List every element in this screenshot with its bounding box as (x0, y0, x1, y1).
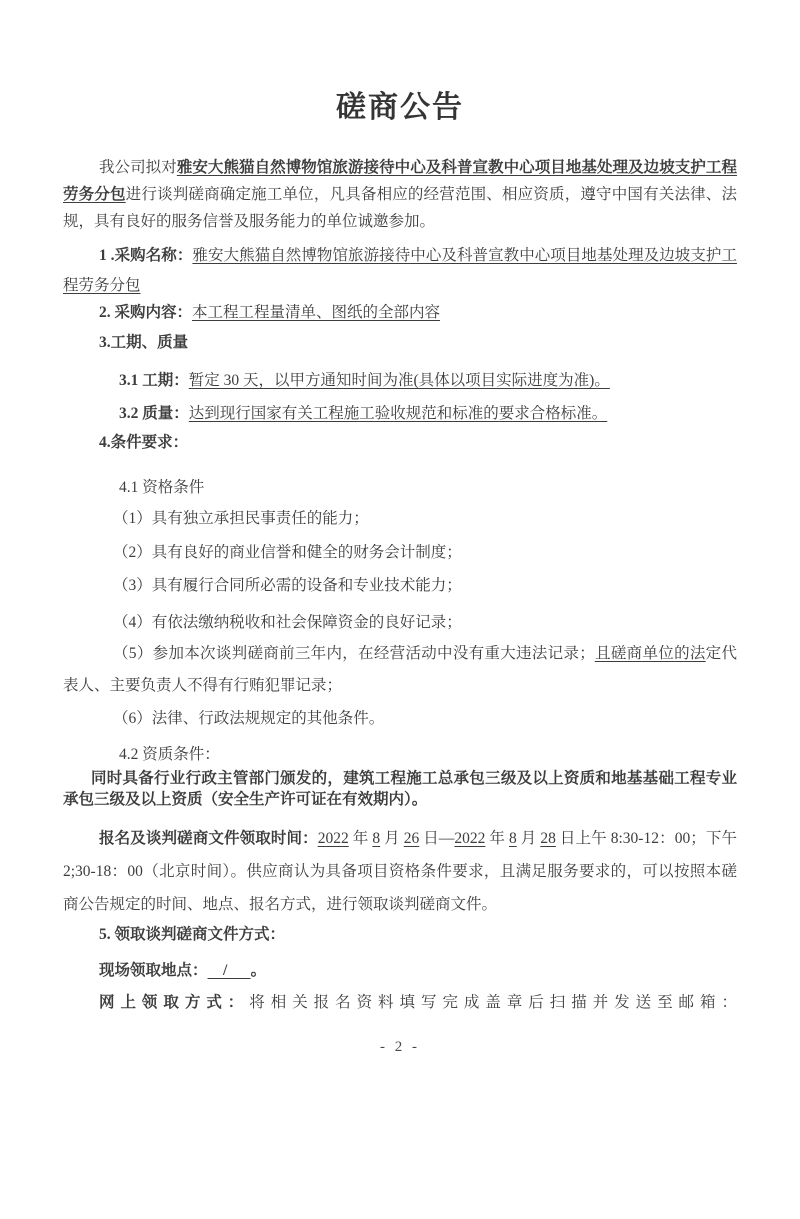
quality-item (63, 398, 737, 430)
intro-paragraph (63, 154, 737, 235)
duration-value: 暂定 30 天，以甲方通知时间为准(具体以项目实际进度为准)。 (188, 372, 610, 389)
quality-label: 3.2 质量： (119, 405, 189, 422)
qualification-item-5 (63, 638, 737, 702)
registration-month-2: 8 (508, 830, 517, 847)
online-collection-item (63, 990, 737, 1016)
qualification-item-3: （3）具有履行合同所必需的设备和专业技术能力； (113, 577, 462, 594)
onsite-collection-item (63, 958, 737, 984)
registration-paragraph (63, 822, 737, 921)
procurement-content-item (63, 301, 737, 325)
page-number: - 2 - (380, 1039, 420, 1055)
registration-year-2: 2022 (454, 830, 486, 847)
quality-value: 达到现行国家有关工程施工验收规范和标准的要求合格标准。 (188, 405, 608, 422)
document-page (0, 88, 800, 1219)
procurement-name-value: 雅安大熊猫自然博物馆旅游接待中心及科普宣教中心项目地基处理及边坡支护工程劳务分包 (63, 247, 737, 294)
qualification-item-6: （6）法律、行政法规规定的其他条件。 (113, 710, 385, 727)
section-4-heading: 4.条件要求： (99, 434, 189, 451)
credential-heading: 4.2 资质条件： (119, 746, 220, 763)
qualification-item-4: （4）有依法缴纳税收和社会保障资金的良好记录； (113, 614, 462, 631)
qualification-item-5-underlined: 且磋商单位的法 (594, 645, 706, 662)
procurement-content-value: 本工程工程量清单、图纸的全部内容 (192, 304, 441, 321)
procurement-name-item (63, 241, 737, 301)
intro-prefix: 我公司拟对 (99, 159, 177, 176)
qualification-heading: 4.1 资格条件 (119, 479, 205, 496)
registration-year-1: 2022 (317, 830, 349, 847)
onsite-location-blank: / (207, 962, 251, 979)
online-collection-text: 将相关报名资料填写完成盖章后扫描并发送至邮箱： (249, 994, 737, 1011)
registration-day-2: 28 (540, 830, 556, 847)
registration-month-1: 8 (372, 830, 381, 847)
section-5-heading: 5. 领取谈判磋商文件方式： (99, 926, 286, 943)
online-collection-label: 网上领取方式： (99, 994, 250, 1011)
registration-tail: 日上午 8:30-12：00；下午 2;30-18：00（北京时间）。供应商认为具备项目资格条件要求，且满足服务要求的，可以按照本磋商公告规定的时间、地点、报名方式，进行领取谈判磋商文件。 (63, 830, 737, 913)
registration-sep-5: 月 (516, 830, 541, 847)
registration-sep-4: 年 (485, 830, 509, 847)
credential-paragraph: 同时具备行业行政主管部门颁发的，建筑工程施工总承包三级及以上资质和地基基础工程专业承包三级及以上资质（安全生产许可证在有效期内）。 (63, 770, 737, 808)
page-title: 磋商公告 (336, 91, 464, 124)
registration-day-1: 26 (403, 830, 420, 847)
onsite-collection-label: 现场领取地点： (99, 962, 208, 979)
qualification-item-5-suffix: 定代表人、主要负责人不得有行贿犯罪记录； (63, 645, 737, 694)
procurement-name-label: 1 .采购名称： (99, 247, 193, 264)
procurement-content-label: 2. 采购内容： (99, 304, 193, 321)
duration-label: 3.1 工期： (119, 372, 189, 389)
qualification-item-5-prefix: （5）参加本次谈判磋商前三年内，在经营活动中没有重大违法记录； (113, 645, 595, 662)
intro-suffix: 进行谈判磋商确定施工单位，凡具备相应的经营范围、相应资质，遵守中国有关法律、法规，具有良好的服务信誉及服务能力的单位诚邀参加。 (63, 186, 737, 230)
registration-time-label: 报名及谈判磋商文件领取时间： (99, 830, 318, 847)
registration-sep-3: 日— (419, 830, 455, 847)
section-3-heading: 3.工期、质量 (99, 334, 189, 351)
qualification-item-2: （2）具有良好的商业信誉和健全的财务会计制度； (113, 544, 462, 561)
registration-sep-1: 年 (348, 830, 373, 847)
qualification-item-1: （1）具有独立承担民事责任的能力； (113, 510, 369, 527)
onsite-collection-period: 。 (250, 962, 267, 979)
duration-item (63, 365, 737, 397)
registration-sep-2: 月 (380, 830, 404, 847)
project-name: 雅安大熊猫自然博物馆旅游接待中心及科普宣教中心项目地基处理及边坡支护工程劳务分包 (63, 159, 737, 203)
